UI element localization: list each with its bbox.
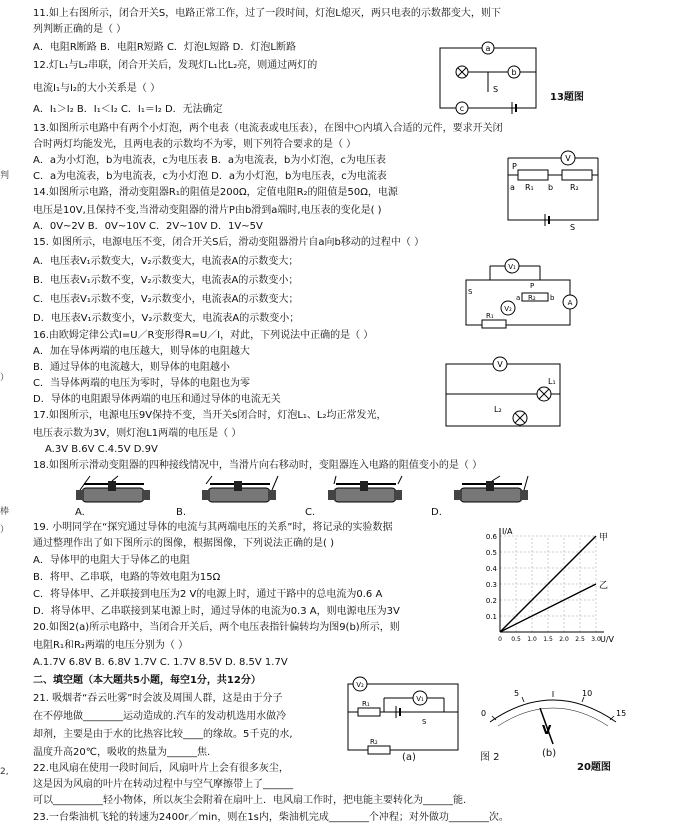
fig13-caption: 13题图: [550, 92, 584, 103]
svg-text:b: b: [511, 68, 517, 77]
q22-line3: 可以__________轻小物体，所以灰尘会附着在扇叶上．电风扇工作时，把电能主要转化为______能.: [33, 795, 467, 806]
margin-fragment: 2,: [0, 767, 9, 777]
fig19-graph: [478, 522, 615, 646]
svg-text:V₂: V₂: [356, 681, 364, 689]
svg-text:L₂: L₂: [494, 405, 502, 414]
q22-line2: 这是因为风扇的叶片在转动过程中与空气摩擦带上了______: [33, 779, 293, 790]
q15-option-a: A．电压表V₁示数变大，V₂示数变大，电流表A的示数变大；: [33, 256, 299, 267]
q16-option-b: B．通过导体的电流越大，则导体的电阻越小: [33, 362, 230, 373]
q19-option-c: C．将导体甲、乙并联接到电压为2 V的电源上时，通过干路中的总电流为0.6 A: [33, 589, 383, 600]
svg-text:R₁: R₁: [525, 183, 534, 192]
q20-stem: 20.如图2(a)所示电路中，当闭合开关后，两个电压表指针偏转均为图9(b)所示，则: [33, 622, 400, 633]
q18-stem: 18.如图所示滑动变阻器的四种接线情况中，当滑片向右移动时，变阻器连入电路的阻值变小的是（ ）: [33, 460, 483, 471]
q19-option-d: D．将导体甲、乙串联接到某电源上时，通过导体的电流为0.3 A，则电源电压为3V: [33, 606, 400, 617]
q21-line2: 在不停地做________运动造成的.汽车的发动机选用水做冷: [33, 711, 287, 722]
q14-stem: 14.如图所示电路，滑动变阻器R₁的阻值是200Ω，定值电阻R₂的阻值是50Ω，电源: [33, 187, 398, 198]
svg-text:P: P: [530, 282, 535, 290]
q19-option-b: B．将甲、乙串联，电路的等效电阻为15Ω: [33, 572, 221, 583]
series-label-yi: 乙: [599, 581, 609, 591]
margin-fragment: 棒: [0, 507, 10, 517]
q16-option-c: C．当导体两端的电压为零时，导体的电阻也为零: [33, 378, 250, 389]
rheostat-c: [328, 476, 402, 502]
q13-options-cd: C．a为电流表，b为电流表，c为小灯泡 D．a为小灯泡，b为电压表，c为电流表: [33, 171, 387, 182]
svg-text:S: S: [493, 85, 499, 94]
q12-options: A．I₁＞I₂ B．I₁＜I₂ C．I₁＝I₂ D．无法确定: [33, 104, 223, 115]
rheostat-b: [202, 476, 278, 502]
q21-line1: 21. 吸烟者“吞云吐雾”时会波及周围人群，这是由于分子: [33, 693, 283, 704]
x-tick-label: 3.0: [591, 636, 601, 643]
margin-fragment: 判: [0, 171, 10, 181]
q22-line1: 22.电风扇在使用一段时间后，风扇叶片上会有很多灰尘，: [33, 763, 289, 774]
fig20a-circuit: [344, 676, 464, 758]
y-tick-label: 0.6: [485, 533, 497, 541]
q13-stem-cont: 合时两灯均能发光，且两电表的示数均不为零，则下列符合要求的是（ ）: [33, 139, 357, 150]
svg-text:b: b: [550, 294, 555, 302]
svg-text:V: V: [542, 723, 552, 737]
series-label-jia: 甲: [599, 533, 609, 543]
svg-text:V₁: V₁: [508, 263, 516, 271]
svg-text:b: b: [548, 183, 554, 192]
svg-text:5: 5: [514, 689, 520, 698]
svg-text:R₁: R₁: [362, 700, 370, 708]
q16-option-a: A．加在导体两端的电压越大，则导体的电阻越大: [33, 346, 250, 357]
q17-stem: 17.如图所示，电源电压9V保持不变，当开关s闭合时，灯泡L₁、L₂均正常发光，: [33, 410, 387, 421]
x-tick-label: 1.0: [527, 636, 537, 643]
fig18-option-d: D.: [431, 507, 442, 518]
margin-fragment: ）: [0, 373, 10, 383]
q11-options: A．电阻R断路 B．电阻R短路 C．灯泡L短路 D．灯泡L断路: [33, 42, 296, 53]
svg-text:a: a: [485, 44, 491, 53]
q20-stem-cont: 电阻R₁和R₂两端的电压分别为（ ）: [33, 640, 189, 651]
fig20a-caption: (a): [402, 752, 416, 763]
q12-stem-cont: 电流I₁与I₂的大小关系是（ ）: [33, 83, 161, 94]
x-tick-label: 2.0: [559, 636, 569, 643]
x-tick-label: 1.5: [543, 636, 553, 643]
q14-options: A．0V~2V B．0V~10V C．2V~10V D．1V~5V: [33, 221, 263, 232]
svg-text:15: 15: [616, 709, 627, 718]
q23-line: 23.一台柴油机飞轮的转速为2400r／min，则在1s内，柴油机完成________个冲程；对外做功________次。: [33, 812, 509, 823]
svg-text:R₂: R₂: [370, 738, 378, 746]
x-tick-label: 2.5: [575, 636, 585, 643]
svg-text:a: a: [510, 183, 515, 192]
svg-text:10: 10: [582, 689, 593, 698]
fig18-option-a: A.: [75, 507, 85, 518]
svg-text:R₂: R₂: [528, 294, 536, 302]
q11-stem: 11.如上右图所示，闭合开关S，电路正常工作，过了一段时间，灯泡L熄灭，两只电表的示数都变大，则下: [33, 8, 501, 19]
svg-text:R₂: R₂: [570, 183, 579, 192]
q19-option-a: A．导体甲的电阻大于导体乙的电阻: [33, 555, 190, 566]
svg-text:V: V: [497, 360, 503, 369]
q17-options: A.3V B.6V C.4.5V D.9V: [45, 444, 158, 455]
svg-text:a: a: [516, 294, 521, 302]
fig2-caption: 图 2: [480, 752, 500, 763]
q15-option-b: B．电压表V₁示数不变，V₂示数变大，电流表A的示数变小；: [33, 275, 299, 286]
q17-stem-cont: 电压表示数为3V，则灯泡L1两端的电压是（ ）: [33, 428, 242, 439]
svg-text:P: P: [512, 162, 517, 171]
y-tick-label: 0.5: [485, 549, 497, 557]
q16-stem: 16.由欧姆定律公式I=U／R变形得R=U／I，对此，下列说法中正确的是（ ）: [33, 330, 374, 341]
fig20b-caption: (b): [542, 748, 557, 759]
fig18-option-c: C.: [305, 507, 316, 518]
y-tick-label: 0.4: [485, 565, 497, 573]
fig20b-meter: [478, 686, 628, 756]
x-tick-label: 0.5: [511, 636, 521, 643]
y-tick-label: 0.2: [485, 597, 497, 605]
svg-text:c: c: [459, 104, 465, 113]
section-heading: 二、填空题（本大题共5小题，每空1分，共12分）: [33, 675, 261, 686]
svg-text:S: S: [570, 223, 576, 232]
x-axis-label: U/V: [600, 635, 615, 644]
fig18-option-b: B.: [176, 507, 187, 518]
y-tick-label: 0.3: [485, 581, 497, 589]
svg-text:L₁: L₁: [548, 377, 556, 386]
margin-fragment: ）: [0, 525, 10, 535]
q12-stem: 12.灯L₁与L₂串联，闭合开关后，发现灯L₁比L₂亮，则通过两灯的: [33, 60, 318, 71]
fig13-circuit: [440, 40, 580, 118]
svg-text:V: V: [565, 154, 571, 163]
fig15-circuit: [460, 258, 582, 330]
svg-text:S: S: [468, 288, 473, 296]
fig17-circuit: [444, 356, 564, 428]
svg-text:R₁: R₁: [486, 312, 494, 320]
q19-stem-cont: 通过整理作出了如下图所示的图像，根据图像，下列说法正确的是( ): [33, 538, 334, 549]
x-tick-label: 0: [498, 636, 502, 643]
q14-stem-cont: 电压是10V,且保持不变,当滑动变阻器的滑片P由b滑到a端时,电压表的变化是( ): [33, 205, 382, 216]
svg-text:0: 0: [481, 709, 487, 718]
fig20-caption: 20题图: [577, 762, 611, 773]
q15-option-c: C．电压表V₁示数不变，V₂示数变小，电流表A的示数变大；: [33, 294, 299, 305]
q15-option-d: D．电压表V₁示数变小，V₂示数变大，电流表A的示数变小；: [33, 313, 300, 324]
q11-stem-cont: 列判断正确的是（ ）: [33, 24, 127, 35]
q20-options: A.1.7V 6.8V B. 6.8V 1.7V C. 1.7V 8.5V D. 8.5V 1.7V: [33, 657, 288, 668]
rheostat-a: [76, 476, 150, 502]
y-tick-label: 0.1: [485, 613, 497, 621]
q15-stem: 15. 如图所示，电源电压不变，闭合开关S后，滑动变阻器滑片自a向b移动的过程中（ ）: [33, 237, 425, 248]
q13-stem: 13.如图所示电路中有两个小灯泡，两个电表（电流表或电压表），在图中○内填入合适的元件，要求开关闭: [33, 123, 503, 134]
q16-option-d: D．导体的电阻跟导体两端的电压和通过导体的电流无关: [33, 394, 281, 405]
y-axis-label: I/A: [502, 527, 513, 536]
rheostat-d: [454, 476, 528, 502]
q13-options-ab: A．a为小灯泡，b为电流表，c为电压表 B．a为电流表，b为小灯泡，c为电压表: [33, 155, 386, 166]
svg-text:A: A: [567, 299, 573, 307]
q21-line4: 温度升高20℃，吸收的热量为______焦.: [33, 747, 211, 758]
svg-text:V₁: V₁: [416, 695, 424, 703]
fig14-circuit: [500, 150, 612, 230]
q19-stem: 19. 小明同学在“探究通过导体的电流与其两端电压的关系”时，将记录的实验数据: [33, 522, 393, 533]
q21-line3: 却剂，主要是由于水的比热容比较____的缘故。5千克的水,: [33, 729, 293, 740]
svg-text:S: S: [422, 718, 427, 726]
svg-text:V₂: V₂: [504, 305, 512, 313]
